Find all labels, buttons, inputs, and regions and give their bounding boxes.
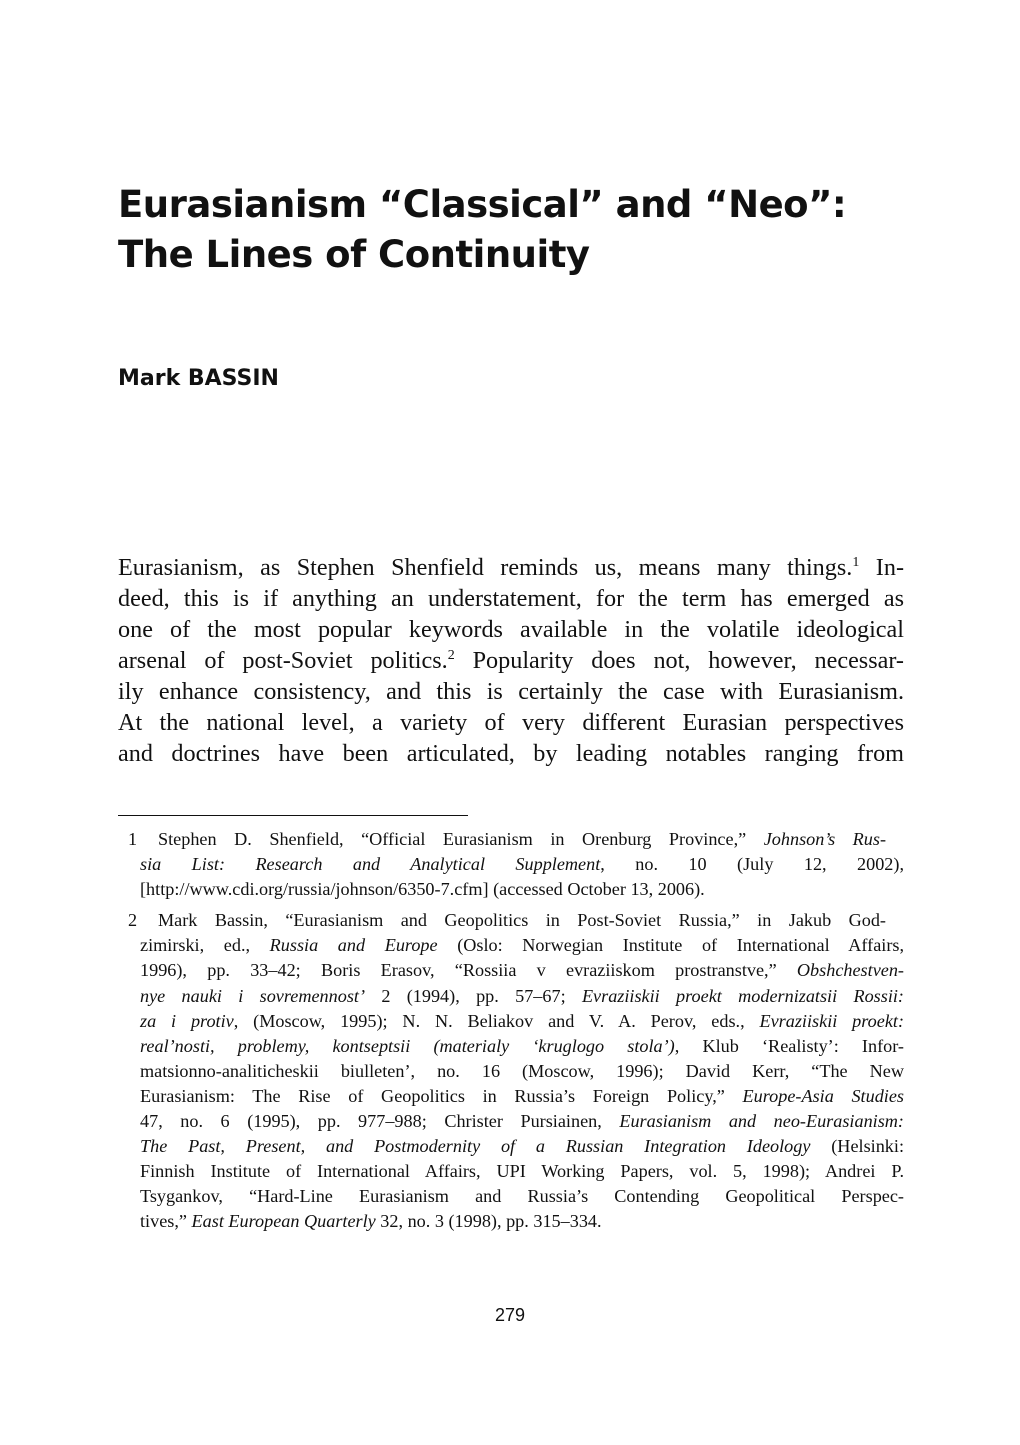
title-line-1: Eurasianism “Classical” and “Neo”: xyxy=(118,183,847,226)
footnote-line: za i protiv, (Moscow, 1995); N. N. Beliakov and V. A. Perov, eds., Evraziiskii proekt: xyxy=(140,1010,905,1031)
author-name: Mark BASSIN xyxy=(118,366,279,391)
footnote-line: Eurasianism: The Rise of Geopolitics in Russia’s Foreign Policy,” Europe-Asia Studies xyxy=(140,1085,904,1106)
footnote-line: sia List: Research and Analytical Supplement, no. 10 (July 12, 2002), xyxy=(140,854,904,875)
page-number: 279 xyxy=(494,1305,526,1325)
body-line: and doctrines have been articulated, by leading notables ranging from xyxy=(118,740,904,767)
footnote-line: tives,” East European Quarterly 32, no. 3 (1998), pp. 315–334. xyxy=(140,1211,602,1232)
body-line: Eurasianism, as Stephen Shenfield reminds us, means many things.$^1$ In- xyxy=(118,554,904,581)
footnote-ref-2[interactable]: 2 xyxy=(447,648,455,663)
footnote-line: [http://www.cdi.org/russia/johnson/6350-7.cfm] (accessed October 13, 2006). xyxy=(140,879,705,900)
footnote-line: real’nosti, problemy, kontseptsii (materialy ‘kruglogo stola’), Klub ‘Realisty’: Infor- xyxy=(140,1035,904,1056)
footnote-number: 2 xyxy=(128,910,138,931)
footnote-line: matsionno-analiticheskii biulleten’, no. 16 (Moscow, 1996); David Kerr, “The New xyxy=(140,1060,904,1081)
footnote-line: zimirski, ed., Russia and Europe (Oslo: Norwegian Institute of International Affairs, xyxy=(140,935,904,956)
footnote-line: Finnish Institute of International Affairs, UPI Working Papers, vol. 5, 1998); Andrei P. xyxy=(140,1161,904,1182)
footnote-ref-1[interactable]: 1 xyxy=(852,555,860,570)
footnote-line: The Past, Present, and Postmodernity of a Russian Integration Ideology (Helsinki: xyxy=(140,1136,904,1157)
body-line: arsenal of post-Soviet politics.$^2$ Popularity does not, however, necessar- xyxy=(118,647,904,674)
body-line: ily enhance consistency, and this is certainly the case with Eurasianism. xyxy=(118,678,904,705)
chapter-title xyxy=(118,180,918,280)
title-line-2: The Lines of Continuity xyxy=(118,233,590,276)
footnote-line: 47, no. 6 (1995), pp. 977–988; Christer Pursiainen, Eurasianism and neo-Eurasianism: xyxy=(140,1111,904,1132)
body-line: one of the most popular keywords available in the volatile ideological xyxy=(118,616,904,643)
footnote-line: Stephen D. Shenfield, “Official Eurasianism in Orenburg Province,” Johnson’s Rus- xyxy=(158,829,887,849)
footnote-line: Tsygankov, “Hard-Line Eurasianism and Russia’s Contending Geopolitical Perspec- xyxy=(140,1186,904,1207)
footnote-1 xyxy=(118,827,904,902)
footnote-2 xyxy=(118,908,904,1234)
footnote-separator xyxy=(118,815,468,816)
footnote-number: 1 xyxy=(128,829,138,849)
footnote-line: Mark Bassin, “Eurasianism and Geopolitics in Post-Soviet Russia,” in Jakub God- xyxy=(158,910,886,931)
footnote-line: nye nauki i sovremennost’ 2 (1994), pp. 57–67; Evraziiskii proekt modernizatsii Rossii: xyxy=(140,985,904,1006)
footnotes xyxy=(118,827,904,1241)
body-line: deed, this is if anything an understatement, for the term has emerged as xyxy=(118,585,904,612)
body-paragraph xyxy=(118,552,904,769)
footnote-line: 1996), pp. 33–42; Boris Erasov, “Rossiia v evraziiskom prostranstve,” Obshchestven- xyxy=(140,960,904,981)
body-line: At the national level, a variety of very different Eurasian perspectives xyxy=(118,709,904,736)
